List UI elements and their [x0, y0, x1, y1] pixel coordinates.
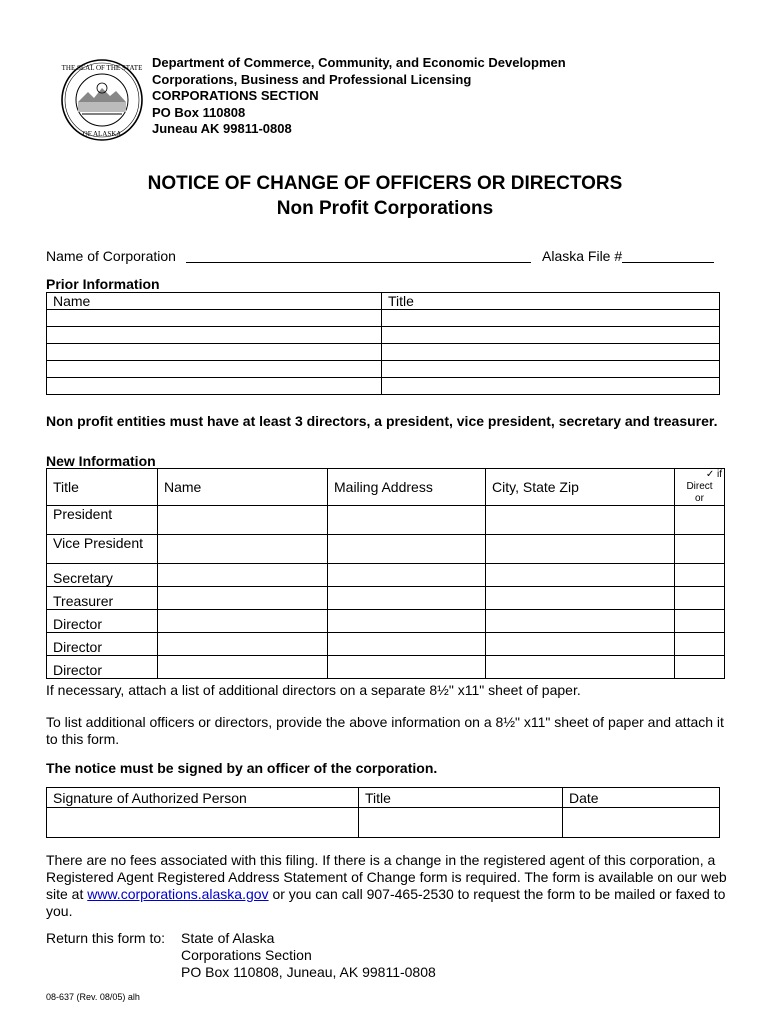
header-line: CORPORATIONS SECTION [152, 88, 319, 103]
file-number-field[interactable] [622, 262, 714, 263]
fees-paragraph [46, 852, 746, 920]
attach-note: If necessary, attach a list of additional directors on a separate 8½" x11" sheet of paper. [46, 682, 581, 698]
fees-line: Registered Agent Registered Address Statement of Change form is required. The form is available on our web [46, 869, 727, 885]
name-cell[interactable] [158, 656, 328, 679]
prior-name-cell[interactable] [47, 361, 382, 378]
fees-text: or you can call 907-465-2530 to request the form to be mailed or faxed to [268, 886, 726, 902]
address-cell[interactable] [328, 656, 486, 679]
prior-title-cell[interactable] [382, 361, 720, 378]
form-subtitle: Non Profit Corporations [276, 198, 494, 219]
state-seal-logo [60, 58, 144, 142]
row-title: Secretary [47, 564, 158, 587]
new-info-table [46, 468, 725, 679]
col-title-header: Title [382, 293, 720, 310]
corporations-website-link[interactable]: www.corporations.alaska.gov [87, 886, 269, 902]
header-line: PO Box 110808 [152, 104, 246, 120]
prior-name-cell[interactable] [47, 310, 382, 327]
row-title: Vice President [47, 535, 158, 564]
list-note [46, 714, 746, 748]
director-check-cell[interactable] [675, 656, 725, 679]
col-signature-header: Signature of Authorized Person [47, 788, 359, 808]
header-line: Department of Commerce, Community, and Economic Developmen [152, 55, 566, 70]
check-header-line: ✓ if [705, 469, 722, 480]
list-note-line: To list additional officers or directors, provide the above information on a 8½" x11" sheet of paper and attach it [46, 714, 724, 730]
requirement-note: Non profit entities must have at least 3 directors, a president, vice president, secretary and treasurer. [46, 413, 718, 429]
row-title: Treasurer [47, 587, 158, 610]
fees-text: site at [46, 886, 88, 902]
address-cell[interactable] [328, 633, 486, 656]
city-cell[interactable] [486, 535, 675, 564]
fees-line: you. [46, 903, 73, 919]
col-address-header: Mailing Address [328, 469, 486, 506]
name-cell[interactable] [158, 506, 328, 535]
name-cell[interactable] [158, 587, 328, 610]
name-cell[interactable] [158, 633, 328, 656]
prior-title-cell[interactable] [382, 327, 720, 344]
corp-name-field[interactable] [186, 262, 531, 263]
row-title: Director [47, 610, 158, 633]
sign-title-cell[interactable] [359, 808, 563, 838]
svg-text:THE SEAL OF THE STATE: THE SEAL OF THE STATE [61, 64, 143, 72]
director-check-cell[interactable] [675, 506, 725, 535]
row-title: Director [47, 656, 158, 679]
signature-table [46, 787, 720, 838]
fees-line [46, 886, 746, 903]
name-cell[interactable] [158, 564, 328, 587]
sign-note: The notice must be signed by an officer of the corporation. [46, 760, 438, 776]
prior-name-cell[interactable] [47, 327, 382, 344]
city-cell[interactable] [486, 633, 675, 656]
director-check-cell[interactable] [675, 564, 725, 587]
director-check-cell[interactable] [675, 633, 725, 656]
check-header-line: or [695, 493, 704, 504]
svg-text:OF ALASKA: OF ALASKA [82, 130, 122, 138]
name-cell[interactable] [158, 610, 328, 633]
col-director-check-header [675, 469, 725, 506]
city-cell[interactable] [486, 610, 675, 633]
address-line: Corporations Section [181, 947, 312, 963]
file-number-label: Alaska File # [542, 248, 623, 264]
address-cell[interactable] [328, 587, 486, 610]
agency-header [152, 55, 588, 138]
header-line: Juneau AK 99811-0808 [152, 121, 292, 136]
return-address [181, 930, 436, 981]
prior-info-heading: Prior Information [46, 276, 160, 292]
col-title-header: Title [47, 469, 158, 506]
list-note-line: to this form. [46, 731, 120, 747]
prior-title-cell[interactable] [382, 310, 720, 327]
form-number: 08-637 (Rev. 08/05) alh [46, 992, 140, 1002]
row-title: Director [47, 633, 158, 656]
signature-cell[interactable] [47, 808, 359, 838]
director-check-cell[interactable] [675, 535, 725, 564]
col-name-header: Name [47, 293, 382, 310]
row-title: President [47, 506, 158, 535]
address-cell[interactable] [328, 564, 486, 587]
name-cell[interactable] [158, 535, 328, 564]
check-header-line: Direct [686, 481, 713, 492]
city-cell[interactable] [486, 656, 675, 679]
prior-title-cell[interactable] [382, 378, 720, 395]
director-check-cell[interactable] [675, 587, 725, 610]
city-cell[interactable] [486, 587, 675, 610]
prior-title-cell[interactable] [382, 344, 720, 361]
address-cell[interactable] [328, 610, 486, 633]
header-line: Corporations, Business and Professional Licensing [152, 71, 472, 87]
corp-name-label: Name of Corporation [46, 248, 176, 264]
return-label: Return this form to: [46, 930, 166, 946]
director-check-cell[interactable] [675, 610, 725, 633]
col-title-header: Title [359, 788, 563, 808]
sign-date-cell[interactable] [563, 808, 720, 838]
address-line: PO Box 110808, Juneau, AK 99811-0808 [181, 964, 436, 980]
new-info-heading: New Information [46, 453, 156, 469]
prior-name-cell[interactable] [47, 344, 382, 361]
city-cell[interactable] [486, 506, 675, 535]
col-name-header: Name [158, 469, 328, 506]
address-line: State of Alaska [181, 930, 275, 946]
address-cell[interactable] [328, 506, 486, 535]
prior-name-cell[interactable] [47, 378, 382, 395]
prior-info-table [46, 292, 720, 395]
col-date-header: Date [563, 788, 720, 808]
col-city-header: City, State Zip [486, 469, 675, 506]
address-cell[interactable] [328, 535, 486, 564]
city-cell[interactable] [486, 564, 675, 587]
form-title: NOTICE OF CHANGE OF OFFICERS OR DIRECTORS [147, 173, 623, 194]
fees-line: There are no fees associated with this filing. If there is a change in the registered agent of this corporation, a [46, 852, 716, 868]
